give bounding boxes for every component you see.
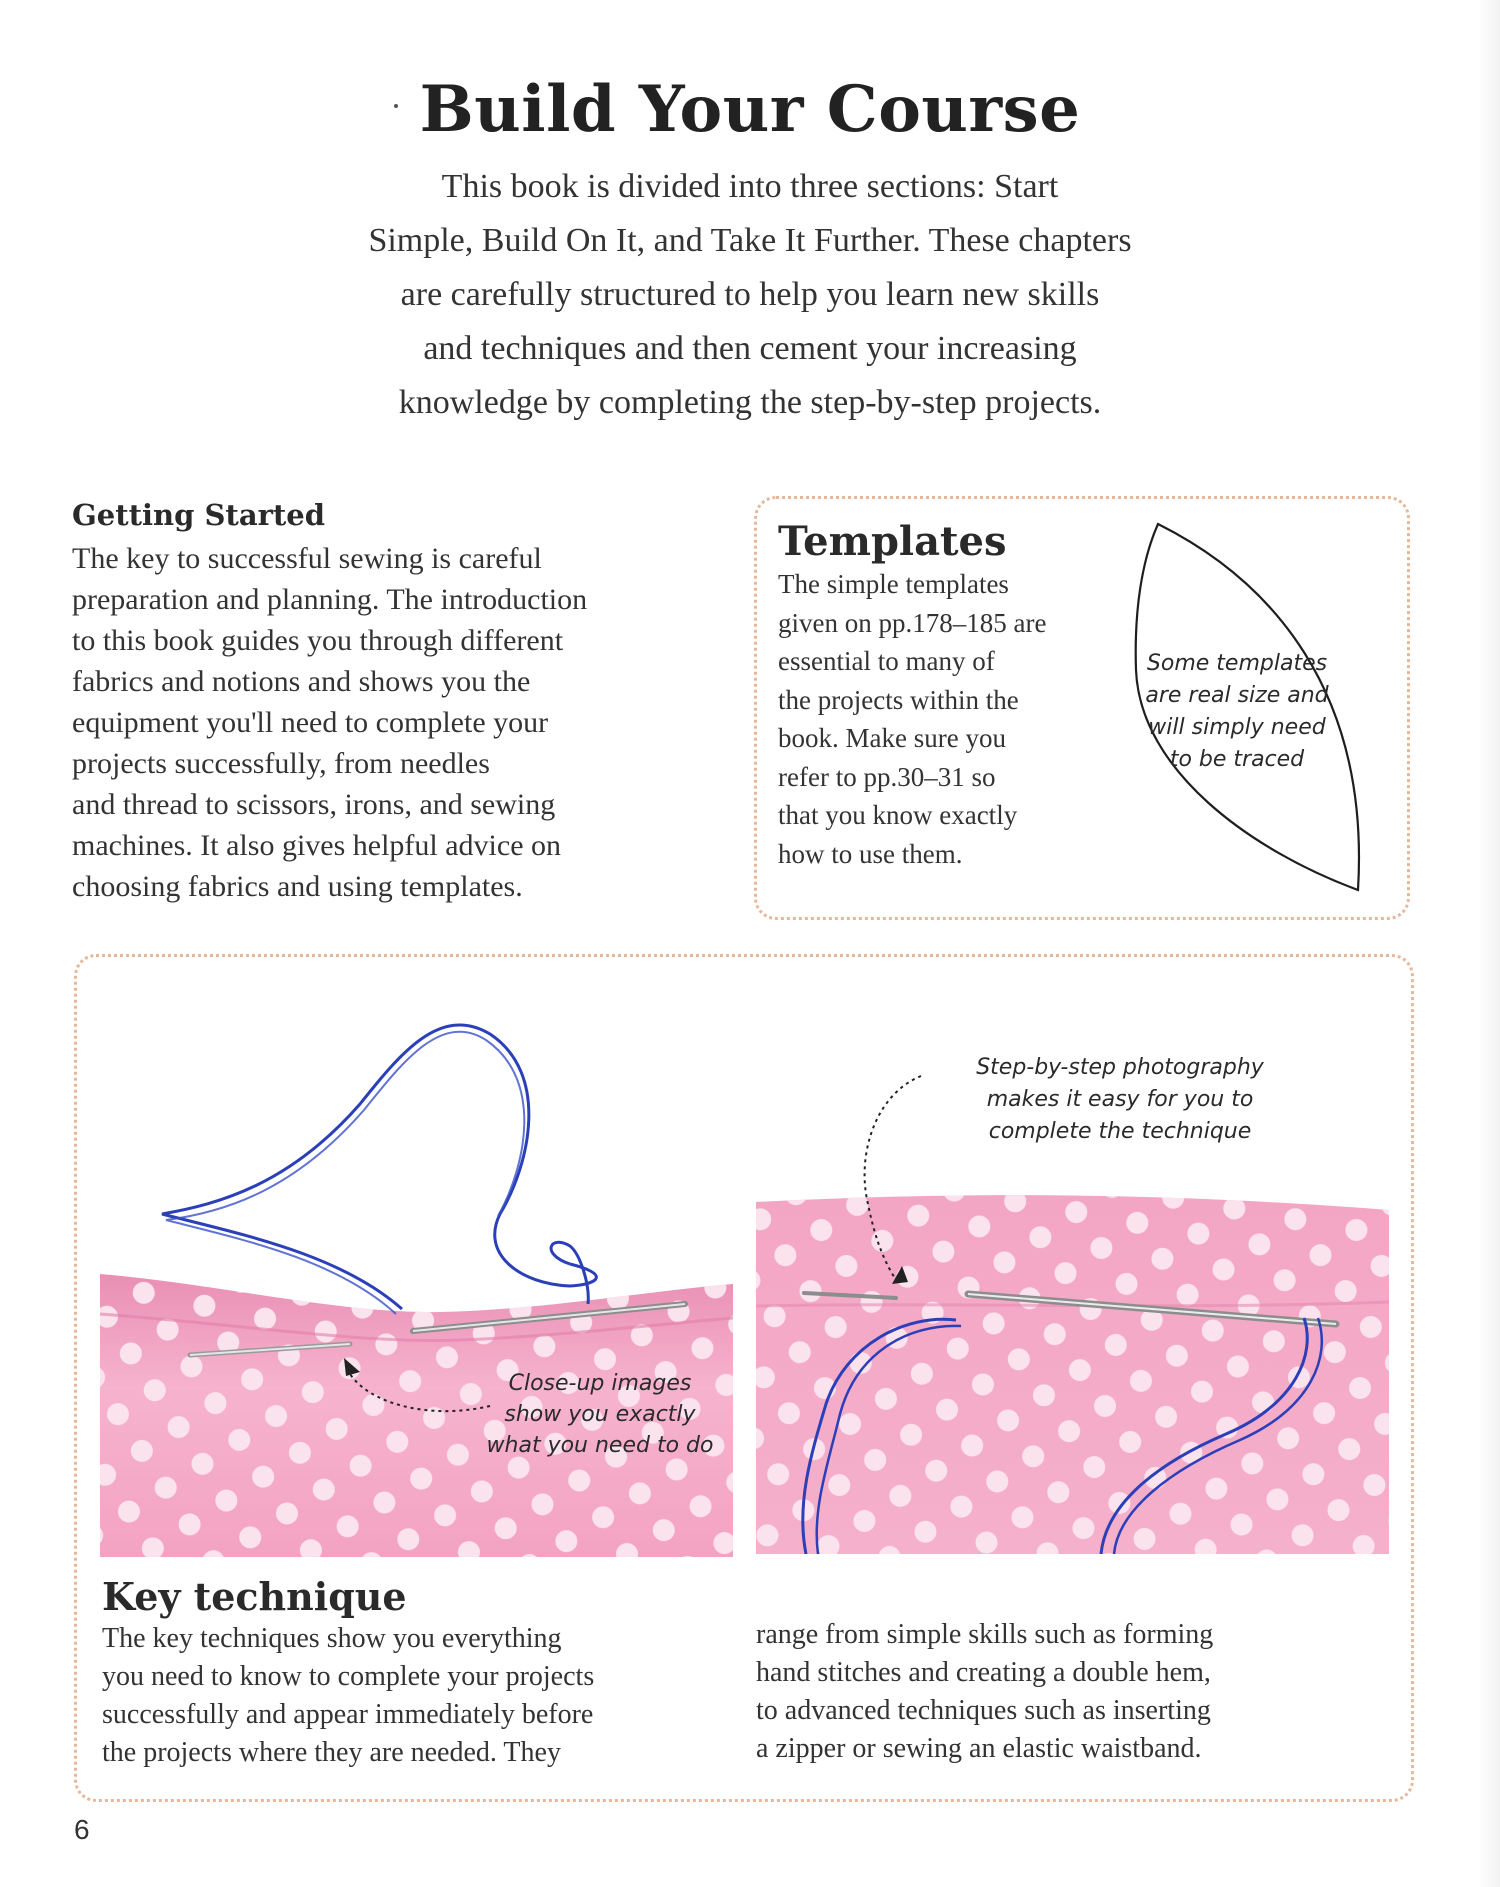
key-technique-body-col2 bbox=[756, 1616, 1376, 1768]
intro-line: This book is divided into three sections: Start bbox=[441, 168, 1059, 205]
body-line: given on pp.178–185 are bbox=[778, 607, 1047, 638]
templates-heading: Templates bbox=[778, 518, 1007, 565]
body-line: machines. It also gives helpful advice on bbox=[72, 829, 562, 862]
note-line: to be traced bbox=[1169, 747, 1305, 772]
body-line: and thread to scissors, irons, and sewing bbox=[72, 788, 556, 821]
body-line: to this book guides you through different bbox=[72, 624, 564, 657]
body-line: projects successfully, from needles bbox=[72, 747, 490, 780]
body-line: equipment you'll need to complete your bbox=[72, 706, 549, 739]
body-line: The key to successful sewing is careful bbox=[72, 542, 542, 575]
intro-line: knowledge by completing the step-by-step projects. bbox=[398, 384, 1102, 421]
body-line: to advanced techniques such as inserting bbox=[756, 1695, 1211, 1726]
getting-started-body bbox=[72, 538, 722, 907]
note-line: are real size and bbox=[1145, 683, 1329, 708]
body-line: range from simple skills such as forming bbox=[756, 1619, 1214, 1650]
body-line: refer to pp.30–31 so bbox=[778, 761, 996, 792]
page-number: 6 bbox=[74, 1814, 90, 1845]
page-title: Build Your Course bbox=[419, 72, 1081, 147]
caption-line: show you exactly bbox=[504, 1402, 696, 1427]
intro-paragraph bbox=[270, 160, 1230, 430]
intro-line: are carefully structured to help you learn new skills bbox=[400, 276, 1100, 313]
body-line: the projects within the bbox=[778, 684, 1019, 715]
step-by-step-caption bbox=[940, 1052, 1300, 1148]
body-line: hand stitches and creating a double hem, bbox=[756, 1657, 1211, 1688]
caption-line: Close-up images bbox=[508, 1371, 692, 1396]
note-line: will simply need bbox=[1148, 715, 1326, 740]
note-line: Some templates bbox=[1146, 651, 1328, 676]
body-line: The key techniques show you everything bbox=[102, 1623, 562, 1654]
caption-line: makes it easy for you to bbox=[986, 1087, 1254, 1112]
templates-body bbox=[778, 565, 1118, 873]
intro-line: and techniques and then cement your increasing bbox=[423, 330, 1077, 367]
body-line: how to use them. bbox=[778, 838, 963, 869]
getting-started-heading: Getting Started bbox=[72, 498, 326, 532]
body-line: successfully and appear immediately before bbox=[102, 1699, 594, 1730]
closeup-caption bbox=[470, 1368, 730, 1461]
body-line: essential to many of bbox=[778, 646, 995, 676]
leaf-template-note bbox=[1126, 648, 1348, 776]
body-line: preparation and planning. The introduction bbox=[72, 583, 588, 616]
body-line: book. Make sure you bbox=[778, 723, 1006, 753]
body-line: that you know exactly bbox=[778, 800, 1018, 830]
body-line: fabrics and notions and shows you the bbox=[72, 665, 531, 698]
caption-line: what you need to do bbox=[486, 1433, 714, 1458]
caption-line: Step-by-step photography bbox=[976, 1055, 1264, 1080]
caption-line: complete the technique bbox=[988, 1119, 1252, 1144]
closeup-photo bbox=[100, 984, 733, 1557]
body-line: you need to know to complete your projects bbox=[102, 1661, 595, 1692]
body-line: a zipper or sewing an elastic waistband. bbox=[756, 1733, 1202, 1764]
intro-line: Simple, Build On It, and Take It Further. These chapters bbox=[368, 222, 1132, 259]
body-line: The simple templates bbox=[778, 569, 1009, 599]
key-technique-body-col1 bbox=[102, 1620, 722, 1772]
key-technique-heading: Key technique bbox=[102, 1574, 407, 1619]
page-gutter-shadow bbox=[1478, 0, 1500, 1887]
body-line: the projects where they are needed. They bbox=[102, 1737, 561, 1768]
body-line: choosing fabrics and using templates. bbox=[72, 870, 523, 903]
